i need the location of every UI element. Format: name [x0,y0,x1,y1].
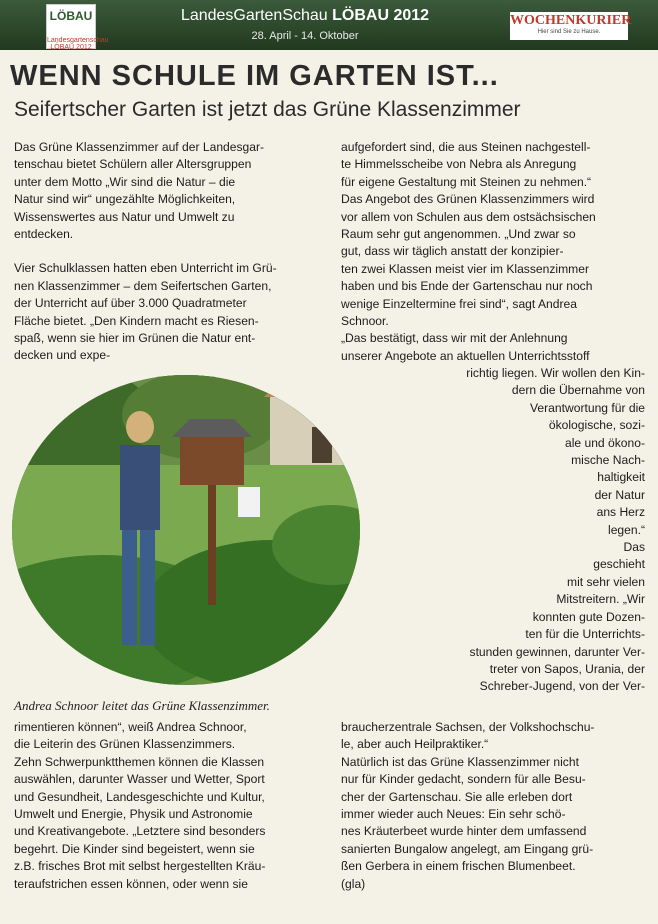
text-line: nen Klassenzimmer – dem Seifertschen Garten, [14,278,272,293]
text-line: Mitstreitern. „Wir [556,592,645,607]
text-line: richtig liegen. Wir wollen den Kin- [466,366,645,380]
text-line: treter von Sapos, Urania, der [489,661,645,676]
text-line: mit sehr vielen [567,574,645,589]
text-line: unserer Angebote an aktuellen Unterrichtsstoff [341,348,590,363]
text-line: wenige Einzeltermine frei sind“, sagt Andrea [341,296,577,311]
text-line: stunden gewinnen, darunter Ver- [469,644,645,659]
text-line: und Kreativangebote. „Letztere sind besonders [14,824,266,839]
logo-left-text: LÖBAU [49,9,93,23]
landesgartenschau-logo [46,4,109,51]
text-line: legen.“ [608,522,645,537]
text-line: Das Angebot des Grünen Klassenzimmers wird [341,192,595,207]
text-line: Schnoor. [341,314,389,329]
garden-photo-illustration [12,375,360,685]
text-line: die Leiterin des Grünen Klassenzimmers. [14,737,236,752]
text-line: Schreber-Jugend, von der Ver- [479,679,645,694]
text-line: und Gesundheit, Landesgeschichte und Kultur, [14,789,265,804]
logo-left-sub: Landesgartenschau LÖBAU 2012 [47,37,109,51]
text-line: mische Nach- [571,453,645,468]
text-line: Natürlich ist das Grüne Klassenzimmer nicht [341,754,579,769]
text-line: Vier Schulklassen hatten eben Unterricht im Grü- [14,261,277,276]
banner-title-prefix: LandesGartenSchau [180,7,328,24]
paragraph-gap [14,243,336,260]
text-line: Verantwortung für die [530,400,645,415]
right-column-bottom [341,719,645,893]
text-line: der Natur [594,487,645,502]
text-line: aufgefordert sind, die aus Steinen nachgestell- [341,140,591,154]
text-line: tenschau bietet Schülern aller Altersgruppen [14,157,252,172]
text-line: haben und bis Ende der Gartenschau nur noch [341,279,593,294]
text-line: decken und expe- [14,348,111,363]
text-line: nes Kräuterbeet wurde hinter dem umfassend [341,824,587,839]
text-line: Umwelt und Energie, Physik und Astronomie [14,807,253,822]
text-line: Raum sehr gut angenommen. „Und zwar so [341,227,576,242]
banner-title [140,7,470,25]
text-line: Wissenswertes aus Natur und Umwelt zu [14,209,235,224]
text-line: spaß, wenn sie hier im Grünen die Natur ent- [14,331,256,346]
masthead-banner [0,0,658,50]
text-line: ten für die Unterrichts- [525,627,645,642]
text-line: gut, dass wir täglich anstatt der konzipier- [341,244,564,259]
left-column-bottom [14,719,336,893]
left-column-top [14,139,336,365]
garden-photo [12,375,360,685]
text-line: der Unterricht auf über 3.000 Quadratmeter [14,296,247,311]
wochenkurier-logo [510,12,632,40]
text-line: sanierten Bungalow angelegt, am Eingang grü- [341,841,594,856]
text-line: (gla) [341,876,366,891]
text-line: vor allem von Schulen aus dem ostsächsischen [341,209,596,224]
text-line: ßen Gerbera in einem frischen Blumenbeet. [341,859,576,874]
text-line: konnten gute Dozen- [532,609,645,624]
text-line: unter dem Motto „Wir sind die Natur – die [14,174,236,189]
text-line: teraufstrichen essen können, oder wenn sie [14,876,248,891]
logo-right-text: WOCHENKURIER [510,13,632,28]
text-line: auswählen, darunter Wasser und Wetter, Sport [14,772,265,787]
text-line: ans Herz [596,505,645,520]
text-line: Das [623,540,645,555]
text-line: ökologische, sozi- [548,418,645,433]
text-line: ten zwei Klassen meist vier im Klassenzimmer [341,261,589,276]
text-line: immer wieder auch Neues: Ein sehr schö- [341,807,566,822]
text-line: für eigene Gestaltung mit Steinen zu nehmen.“ [341,174,592,189]
article-headline: WENN SCHULE IM GARTEN IST... [10,60,499,92]
text-line: entdecken. [14,227,74,242]
text-line: geschieht [593,557,645,572]
text-line: Natur sind wir“ ungezählte Möglichkeiten, [14,192,236,207]
text-line: braucherzentrale Sachsen, der Volkshochschu- [341,720,595,734]
text-line: begehrt. Die Kinder sind begeistert, wenn sie [14,841,255,856]
article-subheadline: Seifertscher Garten ist jetzt das Grüne Klassenzimmer [14,98,521,121]
text-line: dern die Übernahme von [511,383,645,398]
banner-dates: 28. April - 14. Oktober [251,30,359,42]
text-line: te Himmelsscheibe von Nebra als Anregung [341,157,577,172]
text-line: cher der Gartenschau. Sie alle erleben dort [341,789,573,804]
text-line: le, aber auch Heilpraktiker.“ [341,737,489,752]
banner-title-city: LÖBAU 2012 [332,7,430,24]
text-line: Zehn Schwerpunktthemen können die Klassen [14,754,265,769]
right-column-top [341,139,645,365]
text-line: „Das bestätigt, dass wir mit der Anlehnung [341,331,568,346]
text-line: Das Grüne Klassenzimmer auf der Landesgar- [14,140,265,154]
right-column-wrap [341,365,645,696]
logo-right-sub: Hier sind Sie zu Hause. [537,29,601,35]
text-line: nur für Kinder gedacht, sondern für alle Besu- [341,772,586,787]
text-line: haltigkeit [597,470,645,485]
text-line: rimentieren können“, weiß Andrea Schnoor, [14,720,247,734]
photo-caption: Andrea Schnoor leitet das Grüne Klassenzimmer. [14,698,270,713]
text-line: z.B. frisches Brot mit selbst hergestellten Kräu- [14,859,266,874]
text-line: Fläche bietet. „Den Kindern macht es Riesen- [14,313,259,328]
text-line: ale und ökono- [564,435,645,450]
